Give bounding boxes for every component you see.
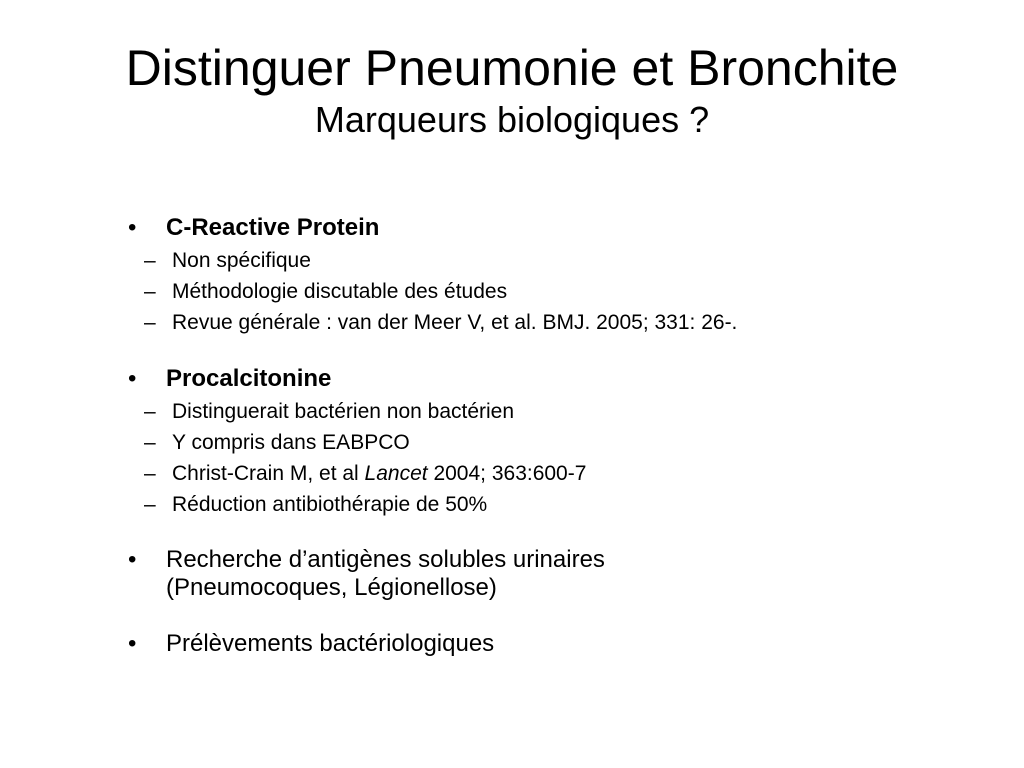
dash-icon: – (144, 400, 156, 423)
sub-item-citation (128, 458, 968, 489)
bullet-item-crp (128, 214, 968, 242)
sub-item (128, 307, 968, 338)
citation-journal: Lancet (364, 462, 428, 485)
bullet-item-antigenes (128, 546, 968, 602)
dash-icon: – (144, 280, 156, 303)
title-block (0, 38, 1024, 142)
sub-item (128, 396, 968, 427)
slide-subtitle: Marqueurs biologiques ? (314, 99, 710, 140)
sub-item-text: Distinguerait bactérien non bactérien (172, 400, 515, 423)
sub-list (128, 245, 968, 338)
sub-list (128, 396, 968, 520)
dash-icon: – (144, 249, 156, 272)
bullet-icon: • (128, 630, 137, 657)
bullet-label: Prélèvements bactériologiques (166, 630, 495, 657)
dash-icon: – (144, 311, 156, 334)
sub-item-text: Revue générale : van der Meer V, et al. BMJ. 2005; 331: 26-. (172, 311, 738, 334)
bullet-icon: • (128, 214, 137, 241)
dash-icon: – (144, 493, 156, 516)
bullet-item-prelevements (128, 630, 968, 658)
citation-authors: Christ-Crain M, et al (172, 462, 365, 485)
sub-item (128, 276, 968, 307)
sub-item-text: Méthodologie discutable des études (172, 280, 508, 303)
spacer (128, 338, 968, 365)
dash-icon: – (144, 431, 156, 454)
citation-reference: 2004; 363:600-7 (427, 462, 587, 485)
bullet-item-procalcitonine (128, 365, 968, 393)
bullet-label-line1: Recherche d’antigènes solubles urinaires (166, 546, 605, 573)
slide-title: Distinguer Pneumonie et Bronchite (125, 40, 899, 96)
sub-item (128, 427, 968, 458)
bullet-label-line2: (Pneumocoques, Légionellose) (166, 574, 497, 601)
sub-item-text: Réduction antibiothérapie de 50% (172, 493, 488, 516)
bullet-list (128, 214, 968, 658)
spacer (128, 602, 968, 630)
sub-item-text: Y compris dans EABPCO (172, 431, 410, 454)
dash-icon: – (144, 462, 156, 485)
sub-item (128, 489, 968, 520)
bullet-icon: • (128, 365, 137, 392)
bullet-label: C-Reactive Protein (166, 214, 380, 241)
bullet-icon: • (128, 546, 137, 573)
sub-item-text: Non spécifique (172, 249, 311, 272)
bullet-label: Procalcitonine (166, 365, 332, 392)
sub-item (128, 245, 968, 276)
spacer (128, 520, 968, 546)
